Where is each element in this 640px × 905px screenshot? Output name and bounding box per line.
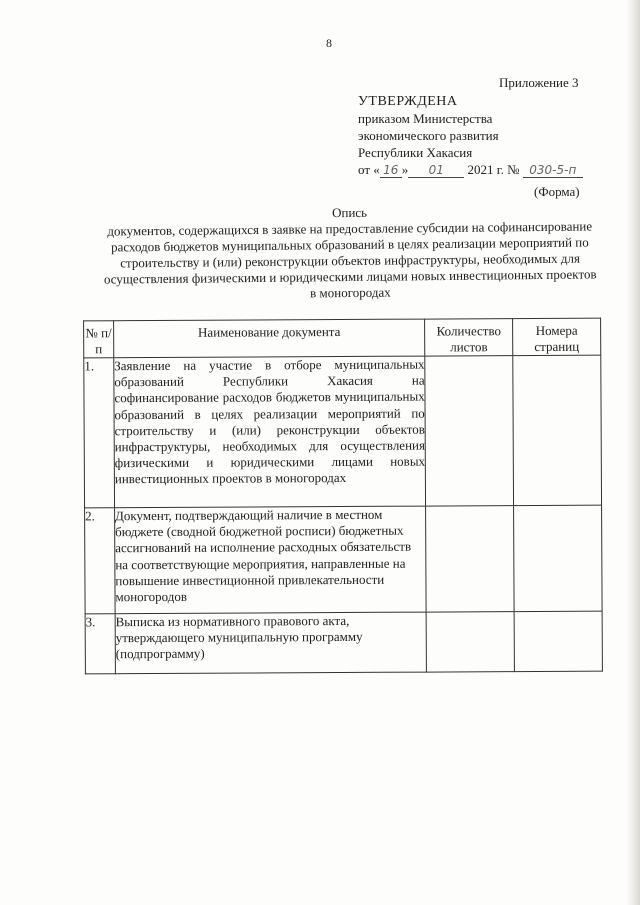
row-number: 1. — [84, 358, 115, 508]
document-title — [100, 202, 601, 303]
title-body: документов, содержащихся в заявке на предоставление субсидии на софинансирование расходов бюджетов муниципальных образований в целях реализации мероприятий по строительству и (или) реконструкции объектов инфраструктуры, необходимых для осуществления физическими и юридическими лицами новых инвестиционных проектов в моногородах — [103, 218, 597, 301]
documents-table — [83, 318, 603, 675]
row-document-name: Заявление на участие в отборе муниципальных образований Республики Хакасия на софинансирование расходов бюджетов муниципальных образований в целях реализации мероприятий по строительству и (или) реконструкции объектов инфраструктуры, необходимых для осуществления физическими и юридическими лицами новых инвестиционных проектов в моногородах — [114, 356, 426, 508]
date-year: 2021 г. № — [467, 162, 520, 177]
table-row — [84, 355, 602, 508]
approval-line-2: экономического развития — [358, 128, 499, 143]
date-mid: » — [401, 162, 409, 177]
form-label: (Форма) — [534, 184, 580, 199]
approval-heading: УТВЕРЖДЕНА — [358, 94, 458, 109]
date-day: 16 — [380, 164, 402, 178]
page-edge-shadow — [626, 0, 640, 905]
row-sheet-count[interactable] — [426, 612, 514, 672]
row-number: 3. — [85, 614, 115, 674]
appendix-label: Приложение 3 — [499, 75, 579, 90]
row-sheet-count[interactable] — [426, 506, 514, 612]
date-month: 01 — [408, 164, 464, 178]
approval-line-3: Республики Хакасия — [358, 145, 473, 160]
row-page-numbers[interactable] — [513, 355, 602, 505]
page-number: 8 — [326, 36, 332, 50]
header-document-name: Наименование документа — [114, 319, 425, 358]
header-sheet-count: Количество листов — [425, 319, 513, 356]
approval-line-1: приказом Министерства — [358, 111, 493, 126]
approval-block — [358, 93, 583, 178]
row-page-numbers[interactable] — [514, 611, 602, 671]
approval-date-line — [358, 161, 583, 178]
row-page-numbers[interactable] — [514, 505, 602, 611]
title-heading: Опись — [331, 204, 368, 221]
table-row — [85, 611, 602, 674]
order-number: 030-5-п — [523, 164, 583, 178]
header-page-numbers: Номера страниц — [513, 318, 601, 355]
row-number: 2. — [85, 508, 115, 614]
row-sheet-count[interactable] — [425, 356, 514, 506]
table-row — [85, 505, 603, 614]
date-prefix: от « — [358, 162, 380, 177]
row-document-name: Выписка из нормативного правового акта, утверждающего муниципальную программу (подпрограмму) — [115, 612, 427, 674]
table-header-row — [84, 318, 601, 358]
header-number: № п/п — [84, 321, 114, 358]
row-document-name: Документ, подтверждающий наличие в местном бюджете (сводной бюджетной росписи) бюджетных ассигнований на исполнение расходных обязательств на соответствующие мероприятия, направленные на повышение инвестиционной привлекательности моногородов — [114, 506, 426, 614]
